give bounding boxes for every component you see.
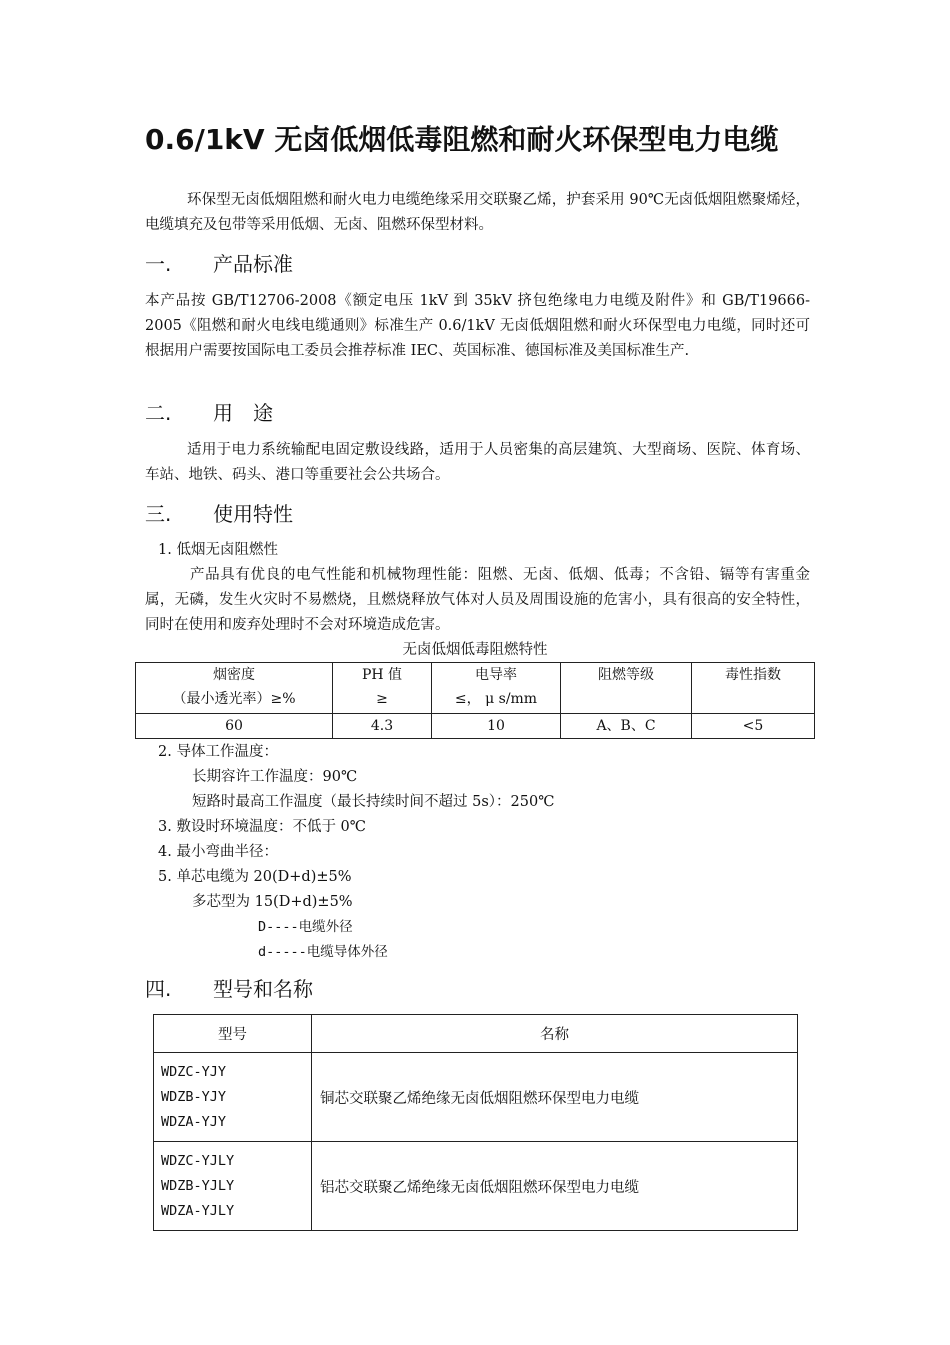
section-heading-4	[145, 973, 313, 1005]
name-cell: 铝芯交联聚乙烯绝缘无卤低烟阻燃环保型电力电缆	[312, 1142, 798, 1231]
name-cell: 铜芯交联聚乙烯绝缘无卤低烟阻燃环保型电力电缆	[312, 1053, 798, 1142]
standard-paragraph: 本产品按 GB/T12706-2008《额定电压 1kV 到 35kV 挤包绝缘电力电缆及附件》和 GB/T19666-2005《阻燃和耐火电线电缆通则》标准生产 0.6/1kV 无卤低烟阻燃和耐火环保型电力电缆，同时还可根据用户需要按国际电工委员会推荐标准 IEC、英国标准、德国标准及美国标准生产.	[145, 293, 810, 359]
table-cell: 10	[432, 714, 561, 739]
feature-item-5: 5. 单芯电缆为 20(D+d)±5%	[158, 869, 352, 885]
section-heading-3	[145, 498, 293, 530]
table-header-row	[136, 663, 815, 714]
section-title: 使用特性	[213, 502, 293, 526]
section-heading-2	[145, 397, 273, 429]
table-cell: <5	[692, 714, 815, 739]
feature-item-1-title: 1. 低烟无卤阻燃性	[158, 542, 278, 558]
table-cell: 60	[136, 714, 333, 739]
models-table	[153, 1014, 798, 1231]
feature-item-3: 3. 敷设时环境温度：不低于 0℃	[158, 819, 366, 835]
header-cell: 阻燃等级	[561, 663, 692, 714]
section-number: 一.	[145, 252, 172, 276]
header-cell: 电导率 ≤， μ s/mm	[432, 663, 561, 714]
table-cell: 4.3	[333, 714, 432, 739]
header-cell: 烟密度 （最小透光率）≥%	[136, 663, 333, 714]
document-title: 0.6/1kV 无卤低烟低毒阻燃和耐火环保型电力电缆	[145, 123, 779, 156]
header-cell-name: 名称	[312, 1015, 798, 1053]
feature-item-2-line-2: 短路时最高工作温度（最长持续时间不超过 5s）：250℃	[192, 794, 555, 810]
feature-item-2-line-1: 长期容许工作温度：90℃	[192, 769, 358, 785]
section-heading-1	[145, 248, 293, 280]
feature-item-1-text: 产品具有优良的电气性能和机械物理性能：阻燃、无卤、低烟、低毒；不含铅、镉等有害重金属，无磷，发生火灾时不易燃烧，且燃烧释放气体对人员及周围设施的危害小，具有很高的安全特性，同时在使用和废弃处理时不会对环境造成危害。	[145, 567, 810, 633]
section-title: 产品标准	[213, 252, 293, 276]
table-row	[154, 1053, 798, 1142]
table-header-row	[154, 1015, 798, 1053]
header-cell: 毒性指数	[692, 663, 815, 714]
section-number: 二.	[145, 401, 172, 425]
feature-item-5-line-2: 多芯型为 15(D+d)±5%	[192, 894, 353, 910]
feature-item-4: 4. 最小弯曲半径：	[158, 844, 278, 860]
table-row	[136, 714, 815, 739]
section-title: 用 途	[213, 401, 273, 425]
model-cell: WDZC-YJLY WDZB-YJLY WDZA-YJLY	[154, 1142, 312, 1231]
table-row	[154, 1142, 798, 1231]
properties-table	[135, 662, 815, 739]
table-cell: A、B、C	[561, 714, 692, 739]
header-cell: PH 值 ≥	[333, 663, 432, 714]
section-number: 四.	[145, 977, 172, 1001]
section-number: 三.	[145, 502, 172, 526]
feature-item-5-line-3: D----电缆外径	[258, 919, 353, 935]
usage-paragraph: 适用于电力系统输配电固定敷设线路，适用于人员密集的高层建筑、大型商场、医院、体育场、车站、地铁、码头、港口等重要社会公共场合。	[145, 442, 810, 483]
intro-paragraph: 环保型无卤低烟阻燃和耐火电力电缆绝缘采用交联聚乙烯，护套采用 90℃无卤低烟阻燃聚烯烃，电缆填充及包带等采用低烟、无卤、阻燃环保型材料。	[145, 192, 810, 233]
model-cell: WDZC-YJY WDZB-YJY WDZA-YJY	[154, 1053, 312, 1142]
feature-item-2-title: 2. 导体工作温度：	[158, 744, 278, 760]
feature-item-5-line-4: d-----电缆导体外径	[258, 944, 388, 960]
table-caption: 无卤低烟低毒阻燃特性	[402, 642, 548, 658]
section-title: 型号和名称	[213, 977, 313, 1001]
header-cell-model: 型号	[154, 1015, 312, 1053]
